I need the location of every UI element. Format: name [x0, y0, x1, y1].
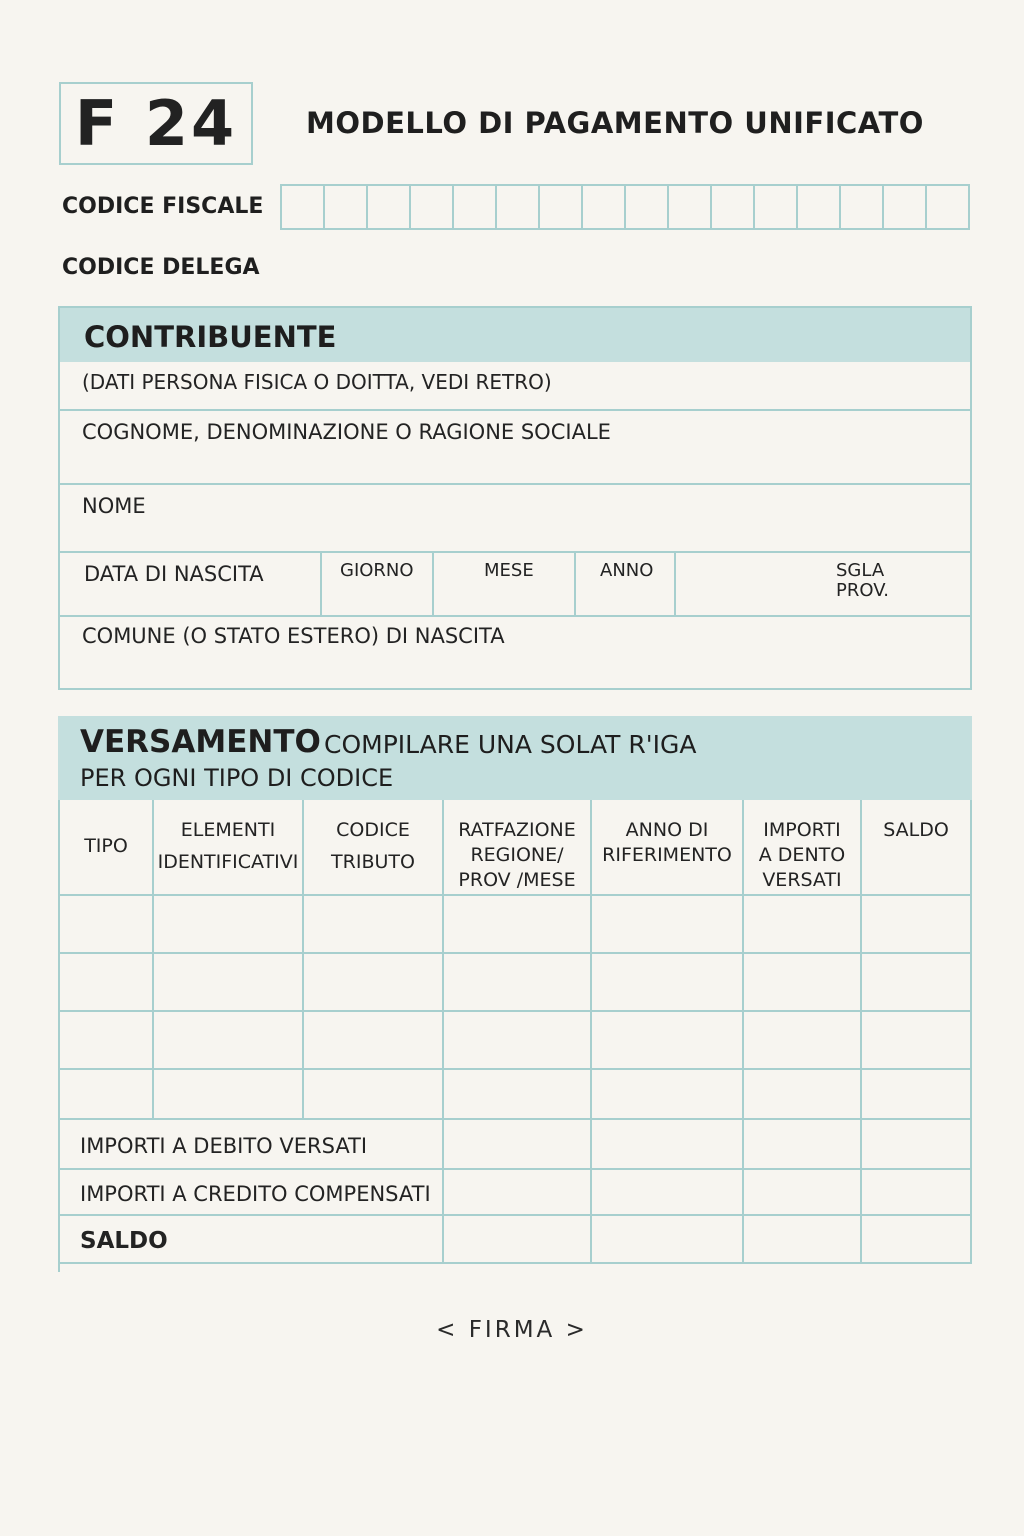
cf-char-box[interactable] [841, 186, 884, 228]
cf-char-box[interactable] [798, 186, 841, 228]
contribuente-section [58, 306, 972, 690]
cf-char-box[interactable] [497, 186, 540, 228]
cf-char-box[interactable] [454, 186, 497, 228]
importi-credito-label: IMPORTI A CREDITO COMPENSATI [80, 1182, 431, 1206]
col-header-elementi: ELEMENTI IDENTIFICATIVI [157, 819, 299, 873]
cf-char-box[interactable] [411, 186, 454, 228]
data-nascita-label: DATA DI NASCITA [84, 562, 264, 586]
cf-char-box[interactable] [927, 186, 968, 228]
col-header-importi-debito: IMPORTI A DENTO VERSATI [758, 819, 846, 891]
cognome-label: COGNOME, DENOMINAZIONE O RAGIONE SOCIALE [82, 420, 611, 444]
anno-label: ANNO [600, 560, 654, 581]
comune-nascita-field[interactable] [60, 617, 970, 688]
cognome-field[interactable] [60, 411, 970, 483]
codice-fiscale-input[interactable] [280, 184, 970, 230]
cf-char-box[interactable] [755, 186, 798, 228]
col-header-rateazione: RATFAZIONE REGIONE/ PROV /MESE [458, 819, 576, 891]
table-row[interactable] [60, 954, 970, 1010]
saldo-field[interactable] [444, 1216, 970, 1262]
contribuente-note: (DATI PERSONA FISICA O DOITTA, VEDI RETRO) [82, 370, 552, 394]
f24-logo: F 24 [59, 82, 253, 165]
contribuente-title: CONTRIBUENTE [84, 320, 337, 354]
totale-debito-field[interactable] [444, 1120, 970, 1168]
col-header-anno-riferimento: ANNO DI RIFERIMENTO [602, 819, 732, 866]
col-header-saldo: SALDO [883, 819, 949, 841]
cf-char-box[interactable] [712, 186, 755, 228]
cf-char-box[interactable] [325, 186, 368, 228]
codice-delega-label: CODICE DELEGA [62, 255, 260, 280]
mese-label: MESE [484, 560, 534, 581]
nome-label: NOME [82, 494, 146, 518]
codice-fiscale-label: CODICE FISCALE [62, 194, 264, 219]
comune-nascita-label: COMUNE (O STATO ESTERO) DI NASCITA [82, 624, 505, 648]
divider [970, 800, 972, 1264]
mese-field[interactable] [434, 553, 574, 615]
importi-debito-label: IMPORTI A DEBITO VERSATI [80, 1134, 368, 1158]
sigla-label-line2: PROV. [836, 580, 889, 601]
form-title: MODELLO DI PAGAMENTO UNIFICATO [306, 106, 924, 140]
cf-char-box[interactable] [626, 186, 669, 228]
cf-char-box[interactable] [583, 186, 626, 228]
cf-char-box[interactable] [540, 186, 583, 228]
giorno-field[interactable] [322, 553, 432, 615]
cf-char-box[interactable] [282, 186, 325, 228]
versamento-title: VERSAMENTO [80, 724, 321, 760]
cf-char-box[interactable] [884, 186, 927, 228]
versamento-subtitle-1: COMPILARE UNA SOLAT R'IGA [324, 730, 697, 759]
nome-field[interactable] [60, 485, 970, 551]
totale-credito-field[interactable] [444, 1170, 970, 1214]
table-row[interactable] [60, 1012, 970, 1068]
cf-char-box[interactable] [669, 186, 712, 228]
sigla-prov-field[interactable] [676, 553, 970, 615]
divider [58, 1262, 972, 1264]
sigla-label-line1: SGLA [836, 560, 885, 581]
table-row[interactable] [60, 1070, 970, 1118]
giorno-label: GIORNO [340, 560, 414, 581]
versamento-subtitle-2: PER OGNI TIPO DI CODICE [80, 764, 394, 792]
versamento-section [58, 716, 972, 1272]
firma-label: < FIRMA > [436, 1317, 588, 1343]
col-header-codice-tributo: CODICE TRIBUTO [331, 819, 415, 873]
table-row[interactable] [60, 896, 970, 952]
anno-field[interactable] [576, 553, 674, 615]
cf-char-box[interactable] [368, 186, 411, 228]
col-header-tipo: TIPO [84, 835, 128, 857]
saldo-label: SALDO [80, 1228, 168, 1254]
